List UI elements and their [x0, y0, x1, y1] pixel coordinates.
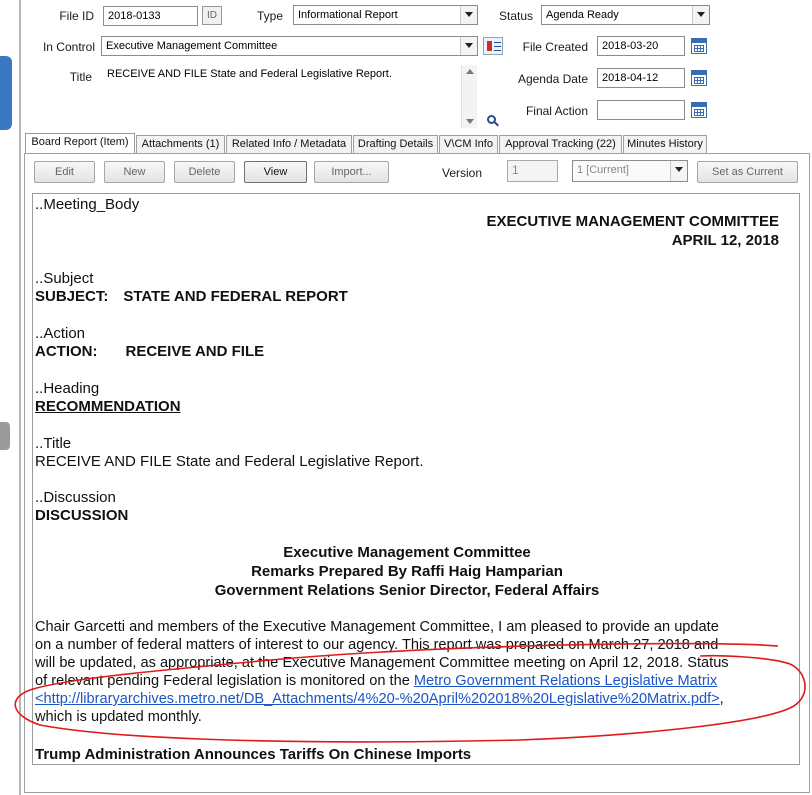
committee-name: EXECUTIVE MANAGEMENT COMMITTEE — [486, 213, 779, 230]
action-tag: ..Action — [35, 325, 86, 342]
recommendation-heading: RECOMMENDATION — [35, 398, 181, 415]
delete-button[interactable]: Delete — [174, 161, 235, 183]
import-button[interactable]: Import... — [314, 161, 389, 183]
file-id-field[interactable]: 2018-0133 — [103, 6, 198, 26]
title-tag: ..Title — [35, 435, 72, 452]
edit-button[interactable]: Edit — [34, 161, 95, 183]
annotation-stroke — [15, 644, 805, 742]
document-title: RECEIVE AND FILE State and Federal Legislative Report. — [35, 453, 424, 470]
in-control-label: In Control — [42, 40, 95, 54]
action-key: ACTION: — [35, 343, 98, 360]
title-label: Title — [69, 70, 92, 84]
remarks-line-3: Government Relations Senior Director, Federal Affairs — [214, 582, 600, 599]
paragraph-line-2: on a number of federal matters of interest to our agency. This report was prepared on March 27, 2018 and — [35, 637, 719, 653]
paragraph-line-5-punct: , — [719, 691, 724, 707]
meeting-date: APRIL 12, 2018 — [671, 232, 779, 249]
remarks-line-1: Executive Management Committee — [283, 544, 531, 561]
in-control-value: Executive Management Committee — [106, 40, 278, 52]
tab-approval-tracking[interactable]: Approval Tracking (22) — [499, 135, 622, 154]
file-created-label: File Created — [522, 40, 588, 54]
paragraph-line-4-text: of relevant pending Federal legislation is monitored on the — [35, 673, 414, 689]
remarks-line-2: Remarks Prepared By Raffi Haig Hamparian — [251, 563, 563, 580]
id-button[interactable]: ID — [202, 6, 222, 25]
file-id-label: File ID — [59, 9, 94, 23]
discussion-tag: ..Discussion — [35, 489, 116, 506]
legislative-matrix-url-link[interactable]: <http://libraryarchives.metro.net/DB_Attachments/4%20-%20April%202018%20Legislative%20Matrix.pdf> — [35, 691, 720, 707]
tab-attachments[interactable]: Attachments (1) — [136, 135, 225, 154]
version-field[interactable]: 1 — [507, 160, 558, 182]
tab-related-info[interactable]: Related Info / Metadata — [226, 135, 352, 154]
tab-drafting-details[interactable]: Drafting Details — [353, 135, 438, 154]
subject-value: STATE AND FEDERAL REPORT — [123, 288, 348, 305]
subject-key: SUBJECT: — [35, 288, 109, 305]
heading-tag: ..Heading — [35, 380, 100, 397]
new-button[interactable]: New — [104, 161, 165, 183]
subject-tag: ..Subject — [35, 270, 94, 287]
tab-board-report[interactable]: Board Report (Item) — [25, 133, 135, 153]
discussion-heading: DISCUSSION — [35, 507, 129, 524]
legislative-matrix-link[interactable]: Metro Government Relations Legislative Matrix — [413, 673, 718, 689]
status-value: Agenda Ready — [546, 9, 619, 21]
view-button[interactable]: View — [244, 161, 307, 183]
section-heading-tariffs: Trump Administration Announces Tariffs On Chinese Imports — [35, 746, 472, 763]
version-select-value: 1 [Current] — [577, 164, 629, 176]
type-value: Informational Report — [298, 9, 398, 21]
status-label: Status — [499, 9, 534, 23]
final-action-label: Final Action — [525, 104, 588, 118]
agenda-date-field[interactable]: 2018-04-12 — [597, 68, 685, 88]
agenda-date-label: Agenda Date — [517, 72, 588, 86]
tab-vcm-info[interactable]: V\CM Info — [439, 135, 498, 154]
paragraph-line-3: will be updated, as appropriate, at the Executive Management Committee meeting on April 12, 2018. Status — [35, 655, 729, 671]
tab-minutes-history[interactable]: Minutes History — [623, 135, 707, 154]
title-value: RECEIVE AND FILE State and Federal Legislative Report. — [107, 68, 392, 80]
file-created-field[interactable]: 2018-03-20 — [597, 36, 685, 56]
type-label: Type — [257, 9, 284, 23]
set-as-current-button[interactable]: Set as Current — [697, 161, 798, 183]
action-value: RECEIVE AND FILE — [125, 343, 265, 360]
version-label: Version — [442, 166, 483, 180]
paragraph-line-6: which is updated monthly. — [35, 709, 202, 725]
meeting-body-tag: ..Meeting_Body — [35, 196, 140, 213]
paragraph-line-1: Chair Garcetti and members of the Executive Management Committee, I am pleased to provide an update — [35, 619, 719, 635]
